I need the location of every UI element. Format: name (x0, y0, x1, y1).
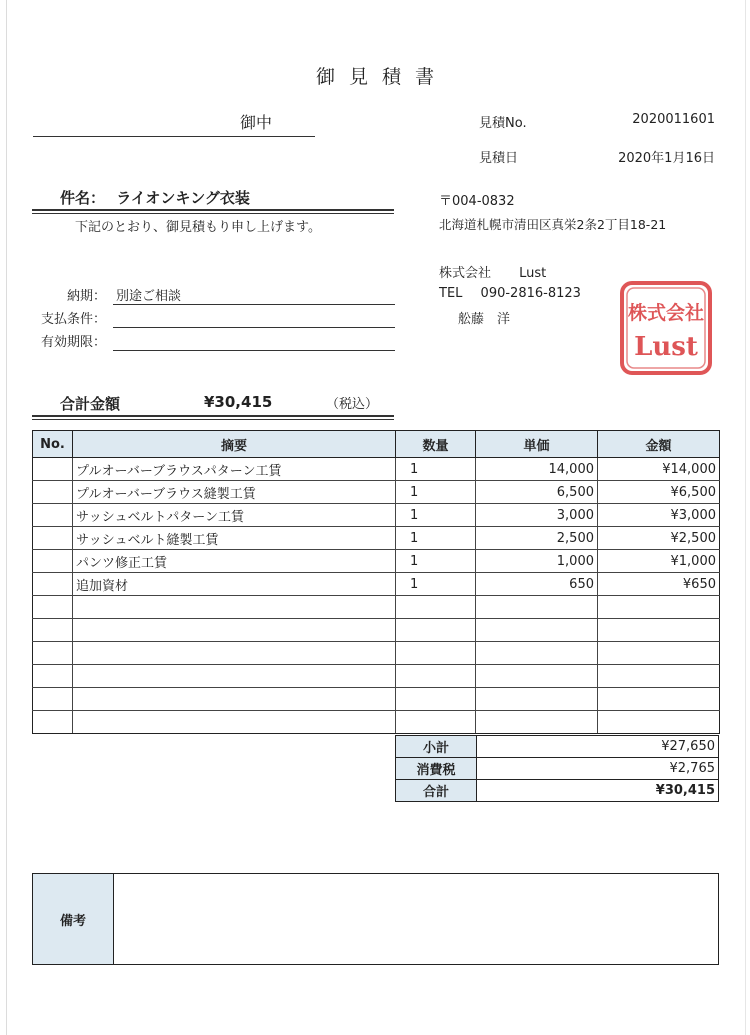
row-no (33, 481, 73, 504)
header-quantity: 数量 (396, 431, 476, 458)
row-no (33, 711, 73, 734)
row-quantity (396, 642, 476, 665)
recipient-underline (33, 136, 315, 137)
row-unit-price (476, 688, 598, 711)
row-quantity: 1 (396, 458, 476, 481)
total-amount-label: 合計金額 (60, 395, 121, 413)
row-quantity (396, 596, 476, 619)
row-unit-price (476, 642, 598, 665)
row-no (33, 642, 73, 665)
document-title: 御見積書 (315, 66, 448, 88)
row-description (73, 596, 396, 619)
row-no (33, 573, 73, 596)
row-unit-price: 2,500 (476, 527, 598, 550)
notes-box (32, 873, 719, 965)
seal-text-top: 株式会社 (627, 302, 705, 324)
table-row (33, 573, 720, 596)
row-unit-price: 14,000 (476, 458, 598, 481)
row-amount (598, 665, 720, 688)
row-description (73, 665, 396, 688)
issuer-postal: 〒004-0832 (439, 194, 515, 209)
row-amount (598, 642, 720, 665)
total-amount-value: ¥30,415 (204, 393, 273, 411)
row-amount: ¥650 (598, 573, 720, 596)
table-row (33, 504, 720, 527)
row-unit-price (476, 619, 598, 642)
row-amount: ¥3,000 (598, 504, 720, 527)
row-unit-price: 650 (476, 573, 598, 596)
delivery-label: 納期： (66, 289, 106, 304)
row-quantity (396, 665, 476, 688)
row-description (73, 619, 396, 642)
row-amount (598, 619, 720, 642)
row-unit-price: 1,000 (476, 550, 598, 573)
row-amount: ¥6,500 (598, 481, 720, 504)
subject-label: 件名： (60, 189, 106, 207)
header-unit-price: 単価 (476, 431, 598, 458)
items-table (32, 430, 720, 734)
issuer-person: 舩藤 洋 (458, 312, 511, 327)
intro-text: 下記のとおり、御見積もり申し上げます。 (75, 220, 321, 235)
issuer-company-prefix: 株式会社 (439, 266, 492, 281)
tax-included-note: （税込） (326, 397, 379, 412)
header-amount: 金額 (598, 431, 720, 458)
row-no (33, 688, 73, 711)
issuer-company-name: Lust (519, 266, 547, 281)
summary-subtotal-row (396, 736, 719, 758)
row-amount: ¥1,000 (598, 550, 720, 573)
row-quantity: 1 (396, 504, 476, 527)
row-no (33, 619, 73, 642)
row-amount: ¥2,500 (598, 527, 720, 550)
issuer-tel (439, 286, 581, 301)
row-no (33, 665, 73, 688)
estimate-date: 2020年1月16日 (618, 151, 715, 166)
payment-label: 支払条件： (40, 312, 106, 327)
row-unit-price: 6,500 (476, 481, 598, 504)
row-description: 追加資材 (73, 573, 396, 596)
row-amount (598, 711, 720, 734)
row-unit-price (476, 596, 598, 619)
estimate-number: 2020011601 (632, 112, 715, 127)
row-description: プルオーバーブラウスパターン工賃 (73, 458, 396, 481)
row-description: プルオーバーブラウス縫製工賃 (73, 481, 396, 504)
estimate-date-label: 見積日 (479, 151, 519, 166)
table-row (33, 481, 720, 504)
row-no (33, 504, 73, 527)
grand-total-label: 合計 (396, 780, 477, 802)
summary-table (395, 735, 719, 802)
summary-tax-row (396, 758, 719, 780)
tax-label: 消費税 (396, 758, 477, 780)
table-row (33, 458, 720, 481)
table-row (33, 619, 720, 642)
subject-line (60, 187, 250, 208)
table-row (33, 550, 720, 573)
issuer-tel-label: TEL (439, 286, 463, 301)
items-header-row (33, 431, 720, 458)
row-description: サッシュベルト縫製工賃 (73, 527, 396, 550)
recipient-suffix: 御中 (240, 113, 273, 132)
row-description (73, 688, 396, 711)
grand-total-value: ¥30,415 (477, 780, 719, 802)
row-description: サッシュベルトパターン工賃 (73, 504, 396, 527)
row-description (73, 642, 396, 665)
row-quantity (396, 711, 476, 734)
row-amount (598, 688, 720, 711)
issuer-tel-number: 090-2816-8123 (480, 286, 581, 301)
table-row (33, 711, 720, 734)
row-no (33, 458, 73, 481)
row-quantity: 1 (396, 550, 476, 573)
row-description (73, 711, 396, 734)
validity-label: 有効期限： (40, 335, 106, 350)
header-description: 摘要 (73, 431, 396, 458)
payment-underline (113, 327, 395, 328)
row-unit-price (476, 665, 598, 688)
row-quantity (396, 688, 476, 711)
subtotal-value: ¥27,650 (477, 736, 719, 758)
total-underline (32, 415, 394, 420)
row-quantity: 1 (396, 527, 476, 550)
row-quantity: 1 (396, 573, 476, 596)
table-row (33, 642, 720, 665)
row-amount (598, 596, 720, 619)
table-row (33, 596, 720, 619)
row-no (33, 527, 73, 550)
row-no (33, 550, 73, 573)
notes-label: 備考 (33, 874, 114, 964)
subject-underline (32, 209, 394, 214)
subject-value: ライオンキング衣装 (116, 189, 250, 207)
tax-value: ¥2,765 (477, 758, 719, 780)
row-quantity: 1 (396, 481, 476, 504)
table-row (33, 688, 720, 711)
row-no (33, 596, 73, 619)
company-seal-icon (612, 275, 720, 385)
row-quantity (396, 619, 476, 642)
summary-total-row (396, 780, 719, 802)
notes-body (114, 874, 718, 964)
seal-text-bottom: Lust (634, 332, 698, 362)
header-no: No. (33, 431, 73, 458)
validity-underline (113, 350, 395, 351)
table-row (33, 527, 720, 550)
delivery-underline (113, 304, 395, 305)
table-row (33, 665, 720, 688)
row-amount: ¥14,000 (598, 458, 720, 481)
issuer-address: 北海道札幌市清田区真栄2条2丁目18-21 (439, 217, 667, 232)
row-description: パンツ修正工賃 (73, 550, 396, 573)
subtotal-label: 小計 (396, 736, 477, 758)
row-unit-price (476, 711, 598, 734)
estimate-number-label: 見積No. (479, 116, 527, 131)
delivery-value: 別途ご相談 (116, 289, 182, 304)
issuer-company (439, 262, 546, 281)
row-unit-price: 3,000 (476, 504, 598, 527)
